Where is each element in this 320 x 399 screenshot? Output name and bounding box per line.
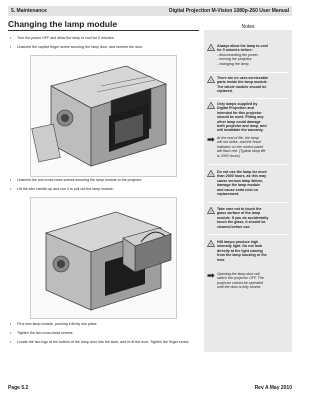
steps-list-mid — [8, 178, 199, 192]
steps-list-top — [8, 36, 199, 50]
step-tighten-screws: • Tighten the two cross-head screws. — [8, 331, 199, 336]
svg-text:!: ! — [210, 171, 212, 177]
note-warning-cool: ! Always allow the lamp to cool for 5 minutes before: - disconnecting the power - moving the projector - changing the lamp — [207, 44, 289, 66]
steps-list-bottom — [8, 322, 199, 345]
step-remove-door: • Unscrew the captive finger screw securing the lamp door, and remove the door. — [8, 45, 199, 50]
warning-icon — [207, 207, 215, 214]
note-warning-no-parts: ! There are no user-serviceable parts inside the lamp module. The whole module should be replaced. — [207, 76, 289, 94]
step-fit-module: • Fit a new lamp module, pushing it firmly into place. — [8, 322, 199, 327]
projector-door-open-figure — [30, 55, 177, 177]
lamp-module-removal-figure — [30, 197, 177, 319]
step-pull-module: • Lift the wire handle up and use it to pull out the lamp module. — [8, 187, 199, 192]
step-refit-door: • Locate the two lugs at the bottom of the lamp door into the slots, and re-fit the door. Tighten the finger screw. — [8, 340, 199, 345]
manual-title: Digital Projection M-Vision 1080p-260 User Manual — [169, 8, 289, 14]
note-warning-glass: ! Take care not to touch the glass surface of the lamp module. If you do accidentally touch the glass, it should be cleaned before use. — [207, 207, 289, 229]
warning-icon — [207, 102, 215, 109]
warning-icon — [207, 240, 215, 247]
note-warning-genuine-lamps: ! Only lamps supplied by Digital Projection and intended for this projector should be used. Fitting any other lamp could damage both projector and lamp, and will invalidate the warranty. — [207, 102, 289, 133]
notes-divider — [207, 234, 289, 235]
warning-icon — [207, 76, 215, 83]
notes-divider — [207, 98, 289, 99]
notes-divider — [207, 72, 289, 73]
page-title: Changing the lamp module — [8, 19, 118, 29]
notes-divider — [207, 164, 289, 165]
warning-icon — [207, 170, 215, 177]
pointing-hand-icon — [207, 272, 215, 279]
step-unscrew-module: • Unscrew the two cross-head screws securing the lamp module to the projector — [8, 178, 199, 183]
pointing-hand-icon — [207, 136, 215, 143]
note-info-end-of-life: At the end of life, the lamp will not strike, and the Issue indicator on the control panel will flash red. (Typical lamp life is 2000 hours) — [207, 136, 289, 158]
svg-text:!: ! — [210, 77, 212, 83]
warning-icon — [207, 44, 215, 51]
page-number: Page 5.2 — [8, 385, 29, 391]
title-rule — [8, 30, 199, 31]
notes-title: Notes — [241, 24, 255, 30]
svg-text:!: ! — [210, 45, 212, 51]
note-warning-2000-hours: ! Do not use the lamp for more than 2000 hours, as this may cause serious lamp failure, damage the lamp module and cause extra cost on replacement. — [207, 170, 289, 196]
revision-label: Rev A May 2010 — [254, 385, 292, 391]
page-header — [8, 6, 292, 16]
notes-panel — [204, 24, 292, 352]
section-title: 5. Maintenance — [11, 8, 47, 14]
note-warning-hid-light: ! HID lamps produce high intensity light. Do not look directly at the light coming from the lamp housing or the lens. — [207, 240, 289, 262]
notes-divider — [207, 202, 289, 203]
step-power-off: • Turn the power OFF and allow the lamp to cool for 5 minutes. — [8, 36, 199, 41]
note-info-door-switch: Opening the lamp door will switch the projector OFF. The projector cannot be operated until the door is fully closed. — [207, 272, 289, 290]
svg-text:!: ! — [210, 103, 212, 109]
svg-text:!: ! — [210, 241, 212, 247]
svg-text:!: ! — [210, 208, 212, 214]
